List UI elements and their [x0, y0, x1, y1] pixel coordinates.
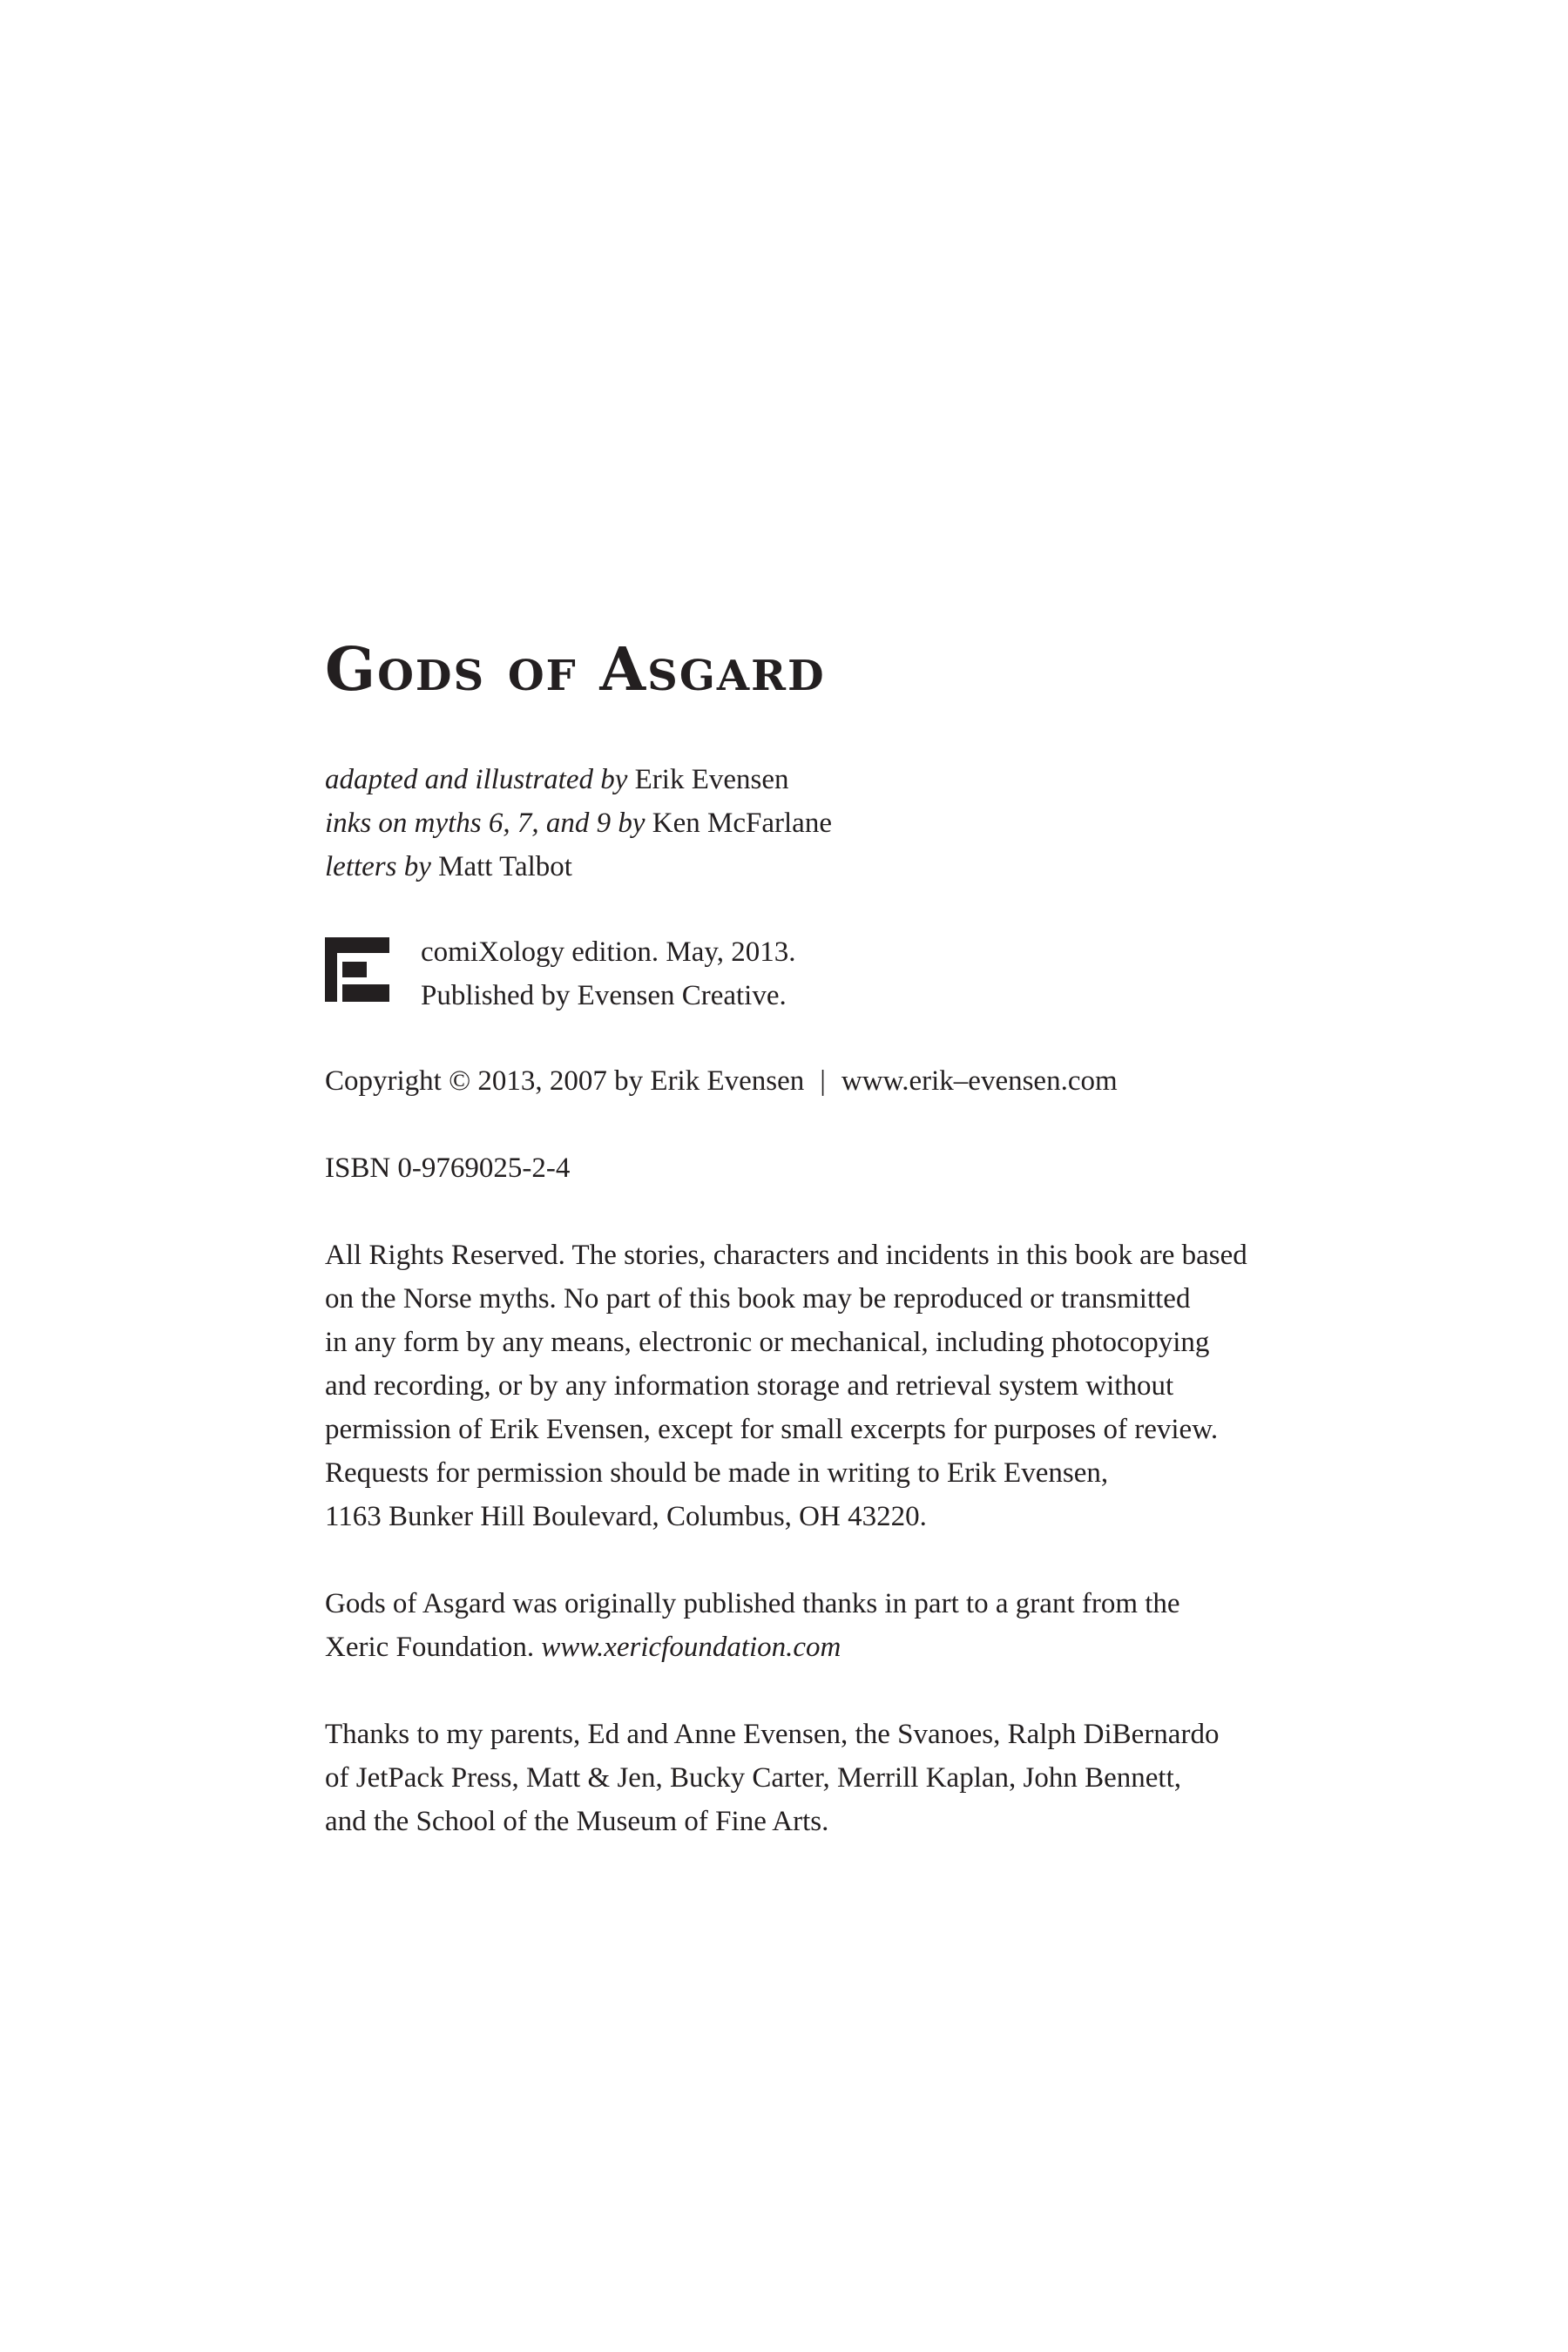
- credit-name: Ken McFarlane: [652, 808, 832, 839]
- copyright-page: [325, 635, 1266, 1843]
- book-title: Gods of Asgard: [325, 635, 826, 705]
- credit-line-artist: [325, 758, 1266, 801]
- grant-foundation: Xeric Foundation.: [325, 1632, 535, 1663]
- thanks-line: Thanks to my parents, Ed and Anne Evensen, the Svanoes, Ralph DiBernardo: [325, 1719, 1220, 1750]
- isbn: ISBN 0-9769025-2-4: [325, 1152, 571, 1184]
- credit-name: Matt Talbot: [438, 851, 572, 882]
- rights-line: 1163 Bunker Hill Boulevard, Columbus, OH 43220.: [325, 1501, 927, 1532]
- grant-line: Gods of Asgard was originally published thanks in part to a grant from the: [325, 1588, 1180, 1619]
- publisher-text: [421, 930, 795, 1017]
- rights-line: permission of Erik Evensen, except for small excerpts for purposes of review.: [325, 1414, 1219, 1445]
- copyright-separator: |: [820, 1065, 826, 1097]
- thanks-paragraph: [325, 1713, 1266, 1843]
- foundation-url: www.xericfoundation.com: [541, 1632, 841, 1663]
- credit-name: Erik Evensen: [634, 764, 789, 795]
- website-link: www.erik–evensen.com: [841, 1065, 1118, 1097]
- credit-role: inks on myths 6, 7, and 9 by: [325, 808, 645, 839]
- copyright-text: Copyright © 2013, 2007 by Erik Evensen: [325, 1065, 805, 1097]
- copyright-line: [325, 1059, 1266, 1103]
- rights-line: All Rights Reserved. The stories, characters and incidents in this book are based: [325, 1240, 1247, 1271]
- edition-line: comiXology edition. May, 2013.: [421, 936, 796, 968]
- credit-role: adapted and illustrated by: [325, 764, 628, 795]
- rights-line: and recording, or by any information storage and retrieval system without: [325, 1370, 1174, 1402]
- rights-line: Requests for permission should be made in writing to Erik Evensen,: [325, 1457, 1109, 1489]
- evensen-creative-logo-icon: [325, 937, 389, 1002]
- thanks-line: of JetPack Press, Matt & Jen, Bucky Carter, Merrill Kaplan, John Bennett,: [325, 1762, 1181, 1794]
- rights-paragraph: [325, 1233, 1266, 1538]
- credits-block: [325, 758, 1266, 889]
- credit-line-letterer: [325, 845, 1266, 889]
- published-by-line: Published by Evensen Creative.: [421, 980, 787, 1011]
- grant-line: [325, 1625, 1266, 1669]
- grant-paragraph: [325, 1582, 1266, 1669]
- publisher-block: [325, 930, 1266, 1017]
- credit-role: letters by: [325, 851, 431, 882]
- thanks-line: and the School of the Museum of Fine Arts.: [325, 1806, 829, 1837]
- rights-line: on the Norse myths. No part of this book may be reproduced or transmitted: [325, 1283, 1191, 1315]
- rights-line: in any form by any means, electronic or mechanical, including photocopying: [325, 1327, 1210, 1358]
- credit-line-inker: [325, 801, 1266, 845]
